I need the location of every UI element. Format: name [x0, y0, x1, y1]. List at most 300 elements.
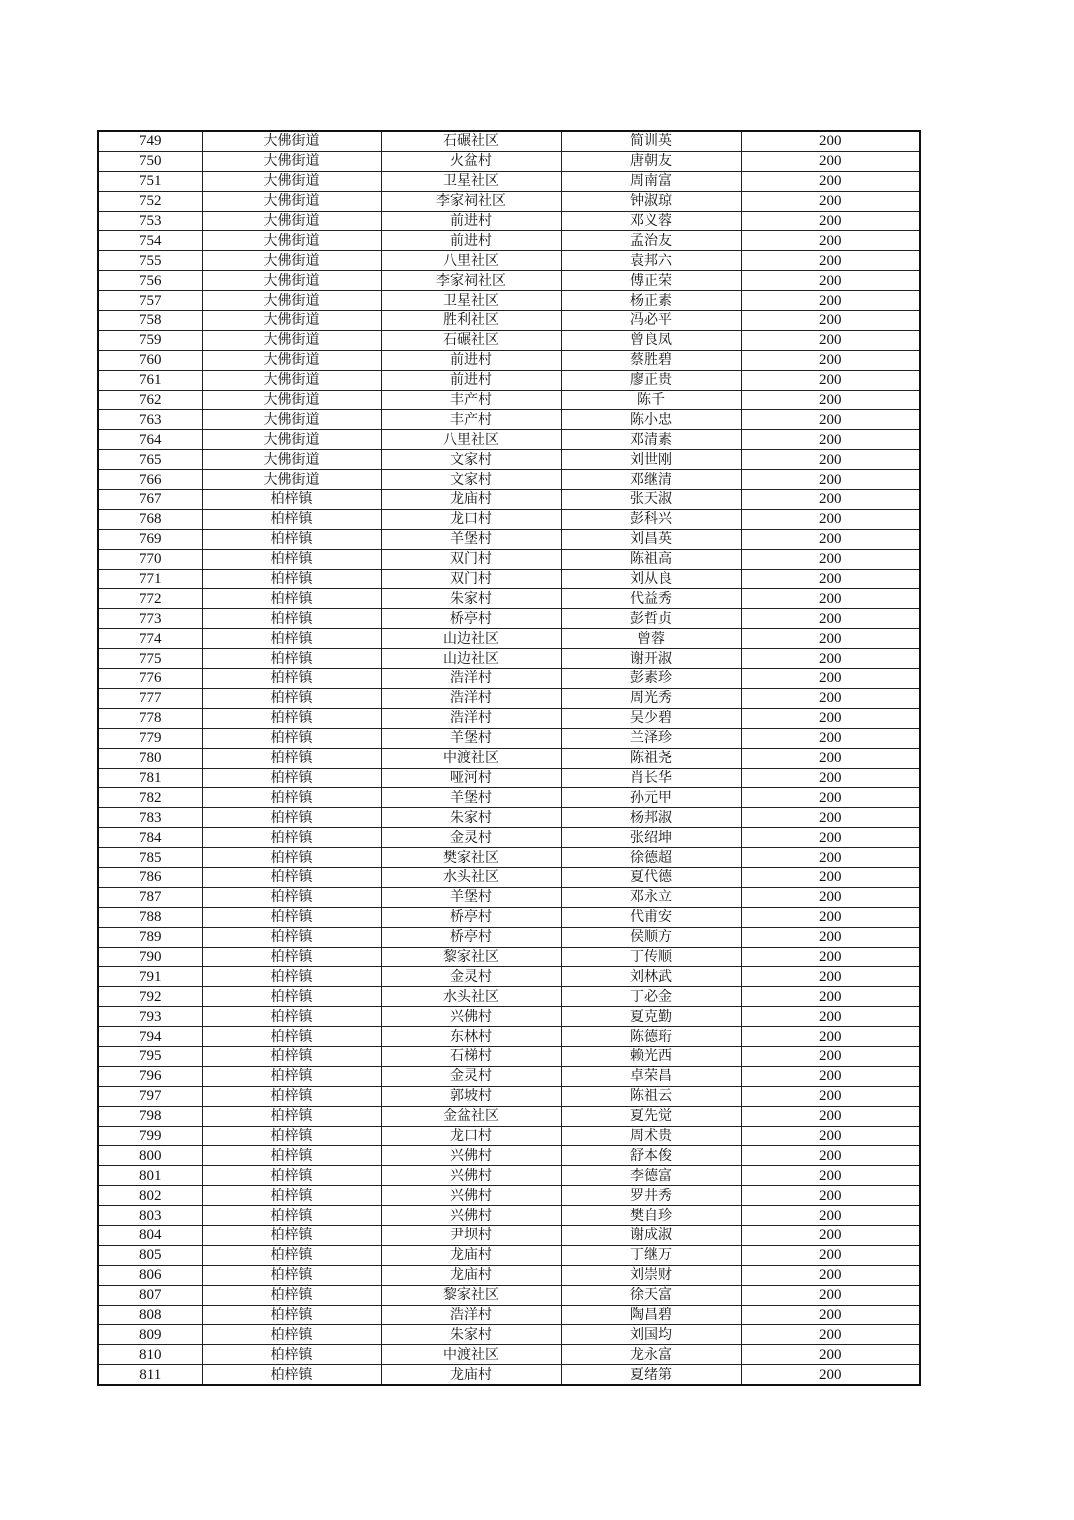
cell-person-name: 徐德超 [561, 848, 741, 868]
cell-amount: 200 [741, 151, 920, 171]
cell-township: 柏梓镇 [202, 549, 381, 569]
cell-village: 龙庙村 [381, 1365, 561, 1385]
cell-person-name: 陈祖高 [561, 549, 741, 569]
cell-row-number: 784 [98, 828, 202, 848]
cell-person-name: 夏先觉 [561, 1106, 741, 1126]
cell-township: 柏梓镇 [202, 1285, 381, 1305]
cell-amount: 200 [741, 1245, 920, 1265]
table-row [98, 1365, 920, 1385]
cell-row-number: 749 [98, 131, 202, 151]
cell-person-name: 李德富 [561, 1166, 741, 1186]
cell-township: 柏梓镇 [202, 728, 381, 748]
cell-row-number: 751 [98, 171, 202, 191]
cell-amount: 200 [741, 947, 920, 967]
cell-row-number: 800 [98, 1146, 202, 1166]
table-row [98, 688, 920, 708]
table-row [98, 1225, 920, 1245]
cell-row-number: 758 [98, 311, 202, 331]
cell-person-name: 侯顺方 [561, 927, 741, 947]
table-row [98, 1305, 920, 1325]
cell-village: 浩洋村 [381, 1305, 561, 1325]
cell-village: 桥亭村 [381, 927, 561, 947]
cell-person-name: 邓义蓉 [561, 211, 741, 231]
cell-amount: 200 [741, 1225, 920, 1245]
cell-village: 双门村 [381, 569, 561, 589]
table-row [98, 589, 920, 609]
cell-village: 羊堡村 [381, 728, 561, 748]
table-row [98, 509, 920, 529]
cell-township: 柏梓镇 [202, 808, 381, 828]
table-row [98, 1027, 920, 1047]
cell-amount: 200 [741, 450, 920, 470]
cell-row-number: 804 [98, 1225, 202, 1245]
cell-amount: 200 [741, 708, 920, 728]
table-row [98, 370, 920, 390]
cell-village: 山边社区 [381, 649, 561, 669]
cell-person-name: 廖正贵 [561, 370, 741, 390]
cell-row-number: 809 [98, 1325, 202, 1345]
cell-person-name: 罗井秀 [561, 1186, 741, 1206]
cell-row-number: 794 [98, 1027, 202, 1047]
table-row [98, 490, 920, 510]
cell-person-name: 陶昌碧 [561, 1305, 741, 1325]
cell-row-number: 770 [98, 549, 202, 569]
cell-township: 大佛街道 [202, 450, 381, 470]
cell-township: 柏梓镇 [202, 927, 381, 947]
cell-township: 柏梓镇 [202, 788, 381, 808]
cell-amount: 200 [741, 987, 920, 1007]
cell-village: 金灵村 [381, 828, 561, 848]
cell-village: 前进村 [381, 370, 561, 390]
cell-person-name: 徐天富 [561, 1285, 741, 1305]
cell-row-number: 788 [98, 907, 202, 927]
cell-person-name: 周光秀 [561, 688, 741, 708]
cell-person-name: 兰泽珍 [561, 728, 741, 748]
cell-village: 文家村 [381, 450, 561, 470]
cell-person-name: 代益秀 [561, 589, 741, 609]
cell-person-name: 夏绪第 [561, 1365, 741, 1385]
cell-village: 羊堡村 [381, 529, 561, 549]
cell-village: 金灵村 [381, 1066, 561, 1086]
cell-township: 大佛街道 [202, 390, 381, 410]
cell-village: 金盆社区 [381, 1106, 561, 1126]
cell-village: 龙庙村 [381, 1245, 561, 1265]
cell-village: 哑河村 [381, 768, 561, 788]
cell-township: 大佛街道 [202, 231, 381, 251]
table-row [98, 251, 920, 271]
cell-township: 柏梓镇 [202, 1046, 381, 1066]
cell-person-name: 代甫安 [561, 907, 741, 927]
cell-village: 浩洋村 [381, 708, 561, 728]
cell-person-name: 孙元甲 [561, 788, 741, 808]
cell-person-name: 丁必金 [561, 987, 741, 1007]
cell-person-name: 刘林武 [561, 967, 741, 987]
cell-amount: 200 [741, 907, 920, 927]
cell-village: 兴佛村 [381, 1206, 561, 1226]
cell-row-number: 769 [98, 529, 202, 549]
roster-table [97, 130, 921, 1386]
cell-township: 柏梓镇 [202, 907, 381, 927]
table-row [98, 1007, 920, 1027]
cell-person-name: 邓继清 [561, 470, 741, 490]
cell-row-number: 760 [98, 350, 202, 370]
cell-amount: 200 [741, 1066, 920, 1086]
table-row [98, 1325, 920, 1345]
cell-row-number: 801 [98, 1166, 202, 1186]
cell-row-number: 774 [98, 629, 202, 649]
cell-person-name: 肖长华 [561, 768, 741, 788]
cell-person-name: 陈祖云 [561, 1086, 741, 1106]
cell-township: 柏梓镇 [202, 947, 381, 967]
cell-village: 胜利社区 [381, 311, 561, 331]
cell-township: 大佛街道 [202, 311, 381, 331]
cell-row-number: 802 [98, 1186, 202, 1206]
cell-amount: 200 [741, 867, 920, 887]
cell-amount: 200 [741, 609, 920, 629]
cell-village: 文家村 [381, 470, 561, 490]
table-row [98, 311, 920, 331]
cell-amount: 200 [741, 828, 920, 848]
cell-village: 浩洋村 [381, 669, 561, 689]
cell-village: 龙庙村 [381, 1265, 561, 1285]
cell-row-number: 799 [98, 1126, 202, 1146]
cell-row-number: 761 [98, 370, 202, 390]
cell-township: 柏梓镇 [202, 509, 381, 529]
cell-amount: 200 [741, 589, 920, 609]
cell-amount: 200 [741, 410, 920, 430]
table-row [98, 1046, 920, 1066]
cell-village: 石碾社区 [381, 330, 561, 350]
cell-township: 柏梓镇 [202, 688, 381, 708]
cell-township: 柏梓镇 [202, 887, 381, 907]
cell-amount: 200 [741, 131, 920, 151]
cell-village: 前进村 [381, 231, 561, 251]
cell-person-name: 张天淑 [561, 490, 741, 510]
cell-amount: 200 [741, 470, 920, 490]
cell-township: 柏梓镇 [202, 848, 381, 868]
table-row [98, 609, 920, 629]
cell-amount: 200 [741, 370, 920, 390]
cell-person-name: 刘国均 [561, 1325, 741, 1345]
cell-amount: 200 [741, 688, 920, 708]
cell-village: 羊堡村 [381, 788, 561, 808]
cell-amount: 200 [741, 669, 920, 689]
cell-township: 柏梓镇 [202, 1265, 381, 1285]
cell-township: 柏梓镇 [202, 1206, 381, 1226]
cell-township: 柏梓镇 [202, 768, 381, 788]
table-row [98, 1265, 920, 1285]
cell-village: 尹坝村 [381, 1225, 561, 1245]
cell-village: 金灵村 [381, 967, 561, 987]
cell-row-number: 796 [98, 1066, 202, 1086]
cell-row-number: 803 [98, 1206, 202, 1226]
cell-village: 龙口村 [381, 1126, 561, 1146]
cell-township: 柏梓镇 [202, 1345, 381, 1365]
cell-person-name: 吴少碧 [561, 708, 741, 728]
cell-township: 柏梓镇 [202, 1086, 381, 1106]
cell-person-name: 曾蓉 [561, 629, 741, 649]
table-row [98, 768, 920, 788]
cell-township: 柏梓镇 [202, 1027, 381, 1047]
table-row [98, 171, 920, 191]
cell-row-number: 781 [98, 768, 202, 788]
cell-township: 柏梓镇 [202, 609, 381, 629]
cell-township: 大佛街道 [202, 470, 381, 490]
cell-row-number: 807 [98, 1285, 202, 1305]
cell-township: 柏梓镇 [202, 867, 381, 887]
cell-township: 大佛街道 [202, 191, 381, 211]
cell-village: 龙口村 [381, 509, 561, 529]
cell-township: 大佛街道 [202, 350, 381, 370]
cell-village: 水头社区 [381, 987, 561, 1007]
cell-person-name: 冯必平 [561, 311, 741, 331]
cell-village: 丰产村 [381, 390, 561, 410]
cell-village: 桥亭村 [381, 907, 561, 927]
cell-amount: 200 [741, 251, 920, 271]
cell-township: 柏梓镇 [202, 1146, 381, 1166]
cell-township: 柏梓镇 [202, 708, 381, 728]
table-row [98, 430, 920, 450]
cell-amount: 200 [741, 1305, 920, 1325]
cell-person-name: 夏克勤 [561, 1007, 741, 1027]
cell-row-number: 798 [98, 1106, 202, 1126]
cell-amount: 200 [741, 490, 920, 510]
table-row [98, 211, 920, 231]
cell-amount: 200 [741, 768, 920, 788]
cell-amount: 200 [741, 311, 920, 331]
table-row [98, 887, 920, 907]
cell-amount: 200 [741, 1007, 920, 1027]
cell-person-name: 孟治友 [561, 231, 741, 251]
cell-amount: 200 [741, 569, 920, 589]
cell-village: 东林村 [381, 1027, 561, 1047]
cell-village: 中渡社区 [381, 1345, 561, 1365]
cell-village: 黎家社区 [381, 1285, 561, 1305]
cell-township: 大佛街道 [202, 291, 381, 311]
cell-row-number: 777 [98, 688, 202, 708]
cell-row-number: 811 [98, 1365, 202, 1385]
cell-township: 柏梓镇 [202, 529, 381, 549]
cell-row-number: 765 [98, 450, 202, 470]
cell-amount: 200 [741, 549, 920, 569]
cell-village: 八里社区 [381, 430, 561, 450]
cell-person-name: 陈小忠 [561, 410, 741, 430]
table-row [98, 271, 920, 291]
table-row [98, 1206, 920, 1226]
cell-amount: 200 [741, 629, 920, 649]
cell-person-name: 龙永富 [561, 1345, 741, 1365]
cell-row-number: 806 [98, 1265, 202, 1285]
cell-row-number: 767 [98, 490, 202, 510]
cell-row-number: 775 [98, 649, 202, 669]
cell-amount: 200 [741, 271, 920, 291]
cell-row-number: 808 [98, 1305, 202, 1325]
cell-amount: 200 [741, 1285, 920, 1305]
cell-person-name: 刘崇财 [561, 1265, 741, 1285]
cell-amount: 200 [741, 1106, 920, 1126]
cell-person-name: 刘世刚 [561, 450, 741, 470]
cell-village: 浩洋村 [381, 688, 561, 708]
table-row [98, 629, 920, 649]
cell-amount: 200 [741, 927, 920, 947]
cell-person-name: 邓清素 [561, 430, 741, 450]
cell-township: 柏梓镇 [202, 1225, 381, 1245]
cell-village: 八里社区 [381, 251, 561, 271]
cell-person-name: 樊自珍 [561, 1206, 741, 1226]
cell-village: 卫星社区 [381, 171, 561, 191]
cell-row-number: 778 [98, 708, 202, 728]
cell-amount: 200 [741, 231, 920, 251]
cell-village: 石碾社区 [381, 131, 561, 151]
cell-village: 朱家村 [381, 808, 561, 828]
table-row [98, 649, 920, 669]
cell-amount: 200 [741, 848, 920, 868]
cell-person-name: 谢成淑 [561, 1225, 741, 1245]
cell-township: 柏梓镇 [202, 1245, 381, 1265]
cell-person-name: 简训英 [561, 131, 741, 151]
cell-village: 樊家社区 [381, 848, 561, 868]
cell-township: 柏梓镇 [202, 1325, 381, 1345]
cell-amount: 200 [741, 171, 920, 191]
cell-township: 大佛街道 [202, 330, 381, 350]
table-row [98, 708, 920, 728]
table-row [98, 867, 920, 887]
table-row [98, 529, 920, 549]
cell-row-number: 772 [98, 589, 202, 609]
cell-township: 柏梓镇 [202, 1106, 381, 1126]
cell-row-number: 795 [98, 1046, 202, 1066]
cell-row-number: 768 [98, 509, 202, 529]
cell-row-number: 793 [98, 1007, 202, 1027]
cell-amount: 200 [741, 291, 920, 311]
cell-row-number: 759 [98, 330, 202, 350]
cell-amount: 200 [741, 350, 920, 370]
cell-row-number: 785 [98, 848, 202, 868]
cell-township: 柏梓镇 [202, 1166, 381, 1186]
cell-amount: 200 [741, 1186, 920, 1206]
cell-amount: 200 [741, 390, 920, 410]
table-row [98, 848, 920, 868]
table-row [98, 828, 920, 848]
table-row [98, 549, 920, 569]
cell-township: 柏梓镇 [202, 1365, 381, 1385]
cell-township: 大佛街道 [202, 430, 381, 450]
cell-township: 柏梓镇 [202, 1007, 381, 1027]
cell-amount: 200 [741, 1325, 920, 1345]
cell-amount: 200 [741, 211, 920, 231]
cell-row-number: 755 [98, 251, 202, 271]
cell-person-name: 杨正素 [561, 291, 741, 311]
cell-village: 李家祠社区 [381, 271, 561, 291]
table-row [98, 1245, 920, 1265]
cell-amount: 200 [741, 1365, 920, 1385]
cell-person-name: 邓永立 [561, 887, 741, 907]
cell-village: 朱家村 [381, 1325, 561, 1345]
table-row [98, 907, 920, 927]
cell-village: 水头社区 [381, 867, 561, 887]
cell-amount: 200 [741, 808, 920, 828]
cell-amount: 200 [741, 1166, 920, 1186]
cell-village: 朱家村 [381, 589, 561, 609]
cell-row-number: 750 [98, 151, 202, 171]
cell-row-number: 792 [98, 987, 202, 1007]
cell-row-number: 789 [98, 927, 202, 947]
cell-amount: 200 [741, 1265, 920, 1285]
cell-township: 柏梓镇 [202, 649, 381, 669]
cell-village: 桥亭村 [381, 609, 561, 629]
table-row [98, 231, 920, 251]
cell-amount: 200 [741, 1345, 920, 1365]
cell-person-name: 曾良凤 [561, 330, 741, 350]
cell-amount: 200 [741, 1086, 920, 1106]
cell-person-name: 陈德珩 [561, 1027, 741, 1047]
cell-village: 双门村 [381, 549, 561, 569]
cell-person-name: 彭哲贞 [561, 609, 741, 629]
cell-village: 兴佛村 [381, 1166, 561, 1186]
table-row [98, 450, 920, 470]
cell-amount: 200 [741, 330, 920, 350]
table-row [98, 131, 920, 151]
cell-person-name: 彭素珍 [561, 669, 741, 689]
cell-amount: 200 [741, 728, 920, 748]
cell-township: 柏梓镇 [202, 589, 381, 609]
cell-row-number: 756 [98, 271, 202, 291]
table-row [98, 1146, 920, 1166]
table-row [98, 569, 920, 589]
cell-amount: 200 [741, 529, 920, 549]
cell-row-number: 810 [98, 1345, 202, 1365]
table-row [98, 1186, 920, 1206]
cell-row-number: 780 [98, 748, 202, 768]
cell-township: 柏梓镇 [202, 987, 381, 1007]
cell-person-name: 袁邦六 [561, 251, 741, 271]
table-row [98, 330, 920, 350]
table-row [98, 390, 920, 410]
table-row [98, 1086, 920, 1106]
cell-person-name: 张绍坤 [561, 828, 741, 848]
cell-village: 山边社区 [381, 629, 561, 649]
cell-amount: 200 [741, 887, 920, 907]
table-row [98, 191, 920, 211]
cell-row-number: 787 [98, 887, 202, 907]
cell-township: 大佛街道 [202, 171, 381, 191]
cell-row-number: 776 [98, 669, 202, 689]
cell-row-number: 763 [98, 410, 202, 430]
table-row [98, 788, 920, 808]
cell-person-name: 蔡胜碧 [561, 350, 741, 370]
cell-village: 石梯村 [381, 1046, 561, 1066]
cell-township: 大佛街道 [202, 151, 381, 171]
cell-township: 柏梓镇 [202, 1305, 381, 1325]
cell-township: 大佛街道 [202, 370, 381, 390]
cell-person-name: 刘从良 [561, 569, 741, 589]
table-row [98, 410, 920, 430]
cell-village: 前进村 [381, 211, 561, 231]
cell-row-number: 764 [98, 430, 202, 450]
table-row [98, 947, 920, 967]
table-row [98, 1106, 920, 1126]
cell-village: 中渡社区 [381, 748, 561, 768]
cell-township: 大佛街道 [202, 271, 381, 291]
cell-township: 柏梓镇 [202, 669, 381, 689]
cell-person-name: 陈祖尧 [561, 748, 741, 768]
cell-row-number: 786 [98, 867, 202, 887]
cell-township: 柏梓镇 [202, 629, 381, 649]
cell-person-name: 夏代德 [561, 867, 741, 887]
table-row [98, 151, 920, 171]
cell-person-name: 赖光西 [561, 1046, 741, 1066]
table-row [98, 987, 920, 1007]
